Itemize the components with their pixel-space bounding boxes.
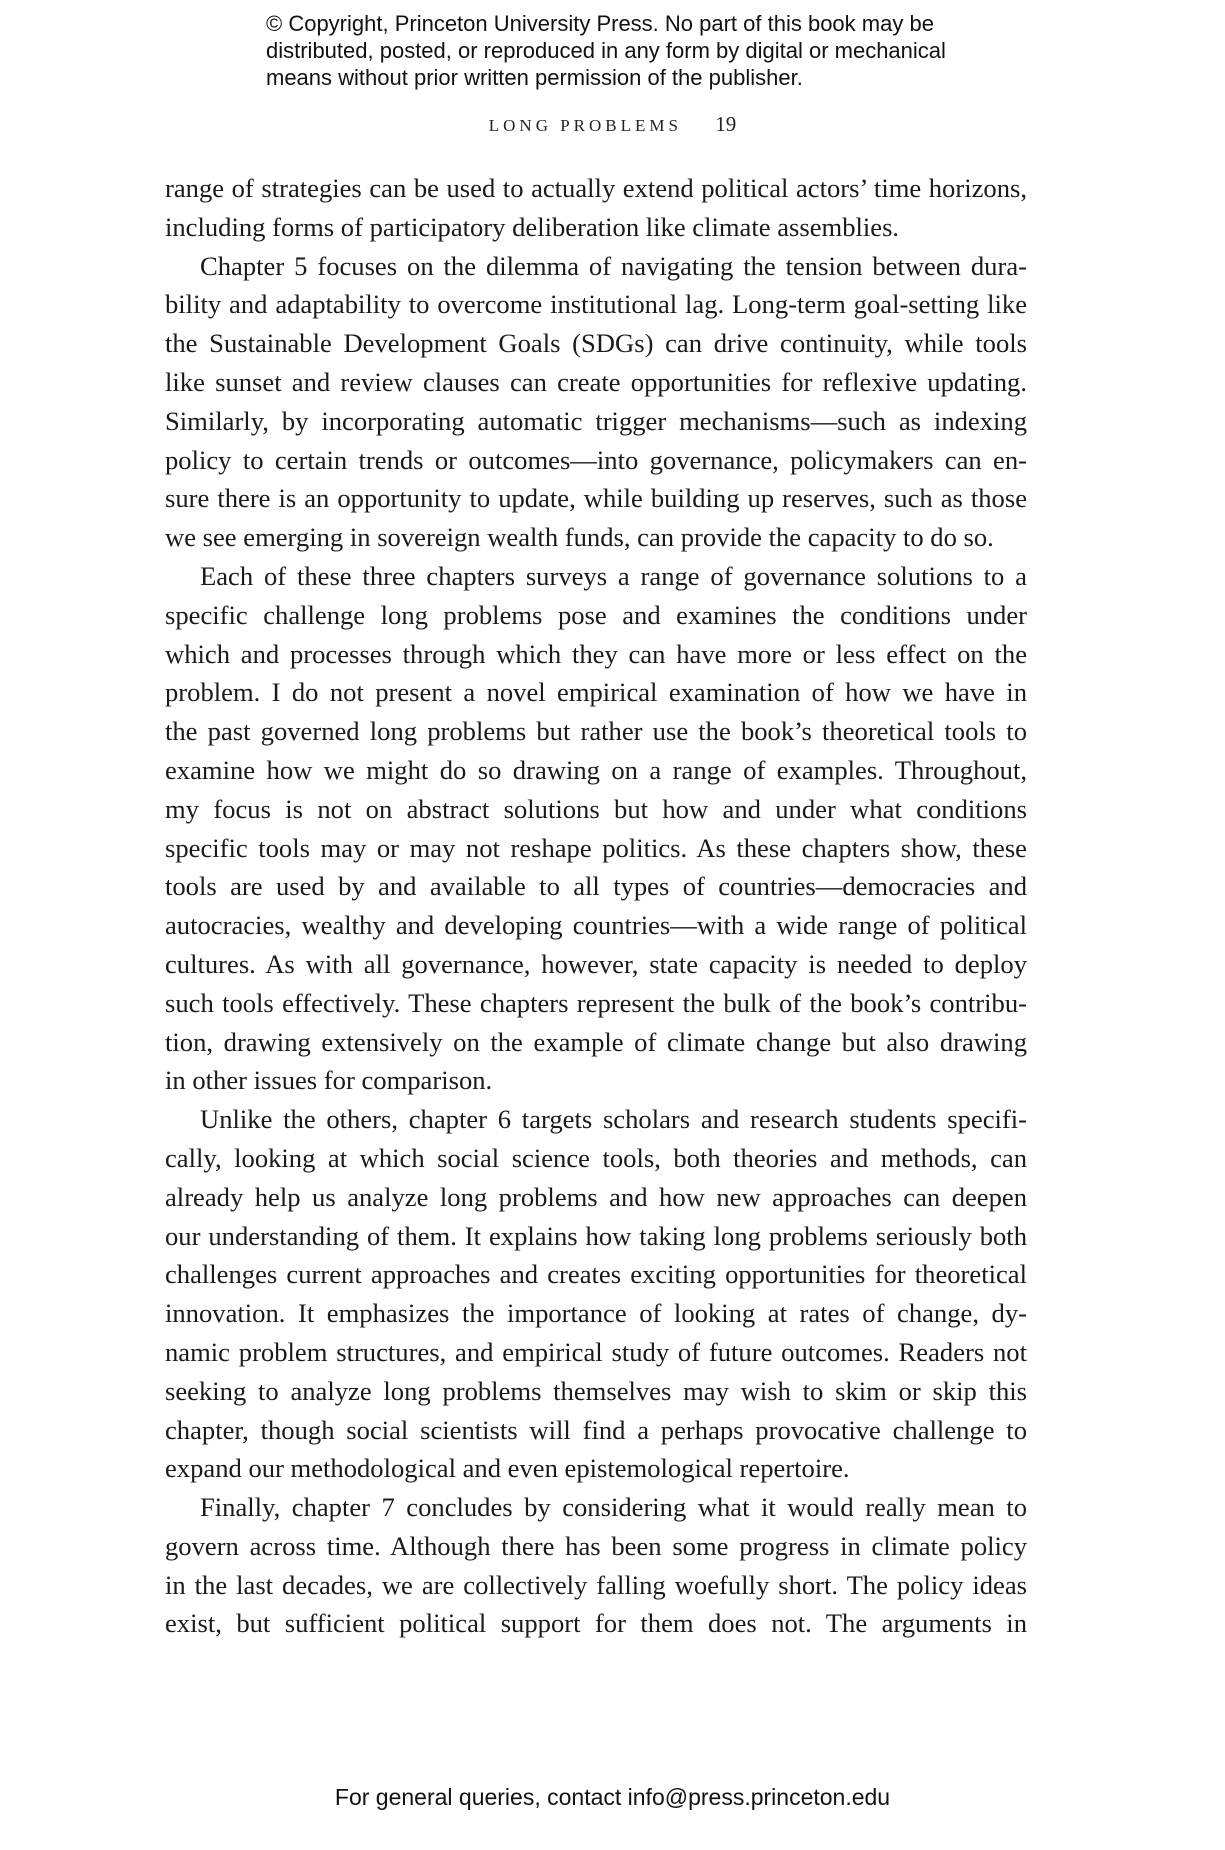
text-line: our understanding of them. It explains how taking long problems seriously both (165, 1220, 1027, 1251)
text-line: tools are used by and available to all types of countries—democracies and (165, 871, 1027, 902)
text-line: problem. I do not present a novel empirical examination of how we have in (165, 677, 1027, 708)
text-line: the Sustainable Development Goals (SDGs) can drive continuity, while tools (165, 328, 1027, 359)
copyright-line: distributed, posted, or reproduced in any form by digital or mechanical (266, 38, 946, 63)
copyright-line: means without prior written permission of the publisher. (266, 65, 803, 90)
text-line: chapter, though social scientists will find a perhaps provocative challenge to (165, 1414, 1027, 1445)
text-line: specific tools may or may not reshape politics. As these chapters show, these (165, 832, 1027, 863)
footer-contact: For general queries, contact info@press.princeton.edu (334, 1784, 891, 1810)
text-line: Finally, chapter 7 concludes by considering what it would really mean to (200, 1492, 1027, 1523)
text-line: such tools effectively. These chapters represent the bulk of the book’s contribu- (165, 987, 1027, 1018)
copyright-notice (266, 10, 986, 91)
text-line: challenges current approaches and creates exciting opportunities for theoretical (165, 1259, 1027, 1290)
text-line: Chapter 5 focuses on the dilemma of navigating the tension between dura- (200, 250, 1027, 281)
text-line: govern across time. Although there has been some progress in climate policy (165, 1530, 1027, 1561)
text-line: in the last decades, we are collectively falling woefully short. The policy ideas (165, 1569, 1027, 1600)
text-line: cultures. As with all governance, however, state capacity is needed to deploy (165, 948, 1027, 979)
running-head-title: LONG PROBLEMS (488, 116, 682, 135)
text-line: the past governed long problems but rather use the book’s theoretical tools to (165, 716, 1027, 747)
text-line: Each of these three chapters surveys a range of governance solutions to a (200, 560, 1027, 591)
text-line: tion, drawing extensively on the example of climate change but also drawing (165, 1026, 1027, 1057)
text-line: innovation. It emphasizes the importance of looking at rates of change, dy- (165, 1298, 1027, 1329)
text-line: examine how we might do so drawing on a range of examples. Throughout, (165, 754, 1027, 785)
text-line: like sunset and review clauses can create opportunities for reflexive updating. (165, 366, 1027, 397)
text-line: expand our methodological and even epistemological repertoire. (165, 1453, 850, 1484)
text-line: including forms of participatory deliberation like climate assemblies. (165, 211, 900, 242)
text-line: range of strategies can be used to actually extend political actors’ time horizons, (165, 173, 1027, 203)
text-line: seeking to analyze long problems themselves may wish to skim or skip this (165, 1375, 1027, 1406)
text-line: Similarly, by incorporating automatic trigger mechanisms—such as indexing (165, 405, 1027, 436)
text-line: already help us analyze long problems and how new approaches can deepen (165, 1181, 1027, 1212)
text-line: my focus is not on abstract solutions but how and under what conditions (165, 793, 1027, 824)
text-line: we see emerging in sovereign wealth funds, can provide the capacity to do so. (165, 522, 994, 553)
text-line: Unlike the others, chapter 6 targets scholars and research students specifi- (200, 1104, 1027, 1135)
copyright-line: © Copyright, Princeton University Press. No part of this book may be (266, 11, 934, 36)
text-line: specific challenge long problems pose and examines the conditions under (165, 599, 1027, 630)
text-line: exist, but sufficient political support for them does not. The arguments in (165, 1608, 1027, 1639)
text-line: cally, looking at which social science tools, both theories and methods, can (165, 1142, 1027, 1173)
text-line: sure there is an opportunity to update, while building up reserves, such as those (165, 483, 1027, 514)
text-line: policy to certain trends or outcomes—into governance, policymakers can en- (165, 444, 1027, 475)
text-line: which and processes through which they can have more or less effect on the (165, 638, 1027, 669)
body-text (165, 169, 1027, 1643)
text-line: autocracies, wealthy and developing countries—with a wide range of political (165, 910, 1027, 941)
page-number: 19 (715, 112, 737, 136)
text-line: bility and adaptability to overcome institutional lag. Long-term goal-setting like (165, 289, 1027, 320)
text-line: namic problem structures, and empirical study of future outcomes. Readers not (165, 1336, 1027, 1367)
running-head (0, 112, 1225, 137)
text-line: in other issues for comparison. (165, 1065, 493, 1096)
